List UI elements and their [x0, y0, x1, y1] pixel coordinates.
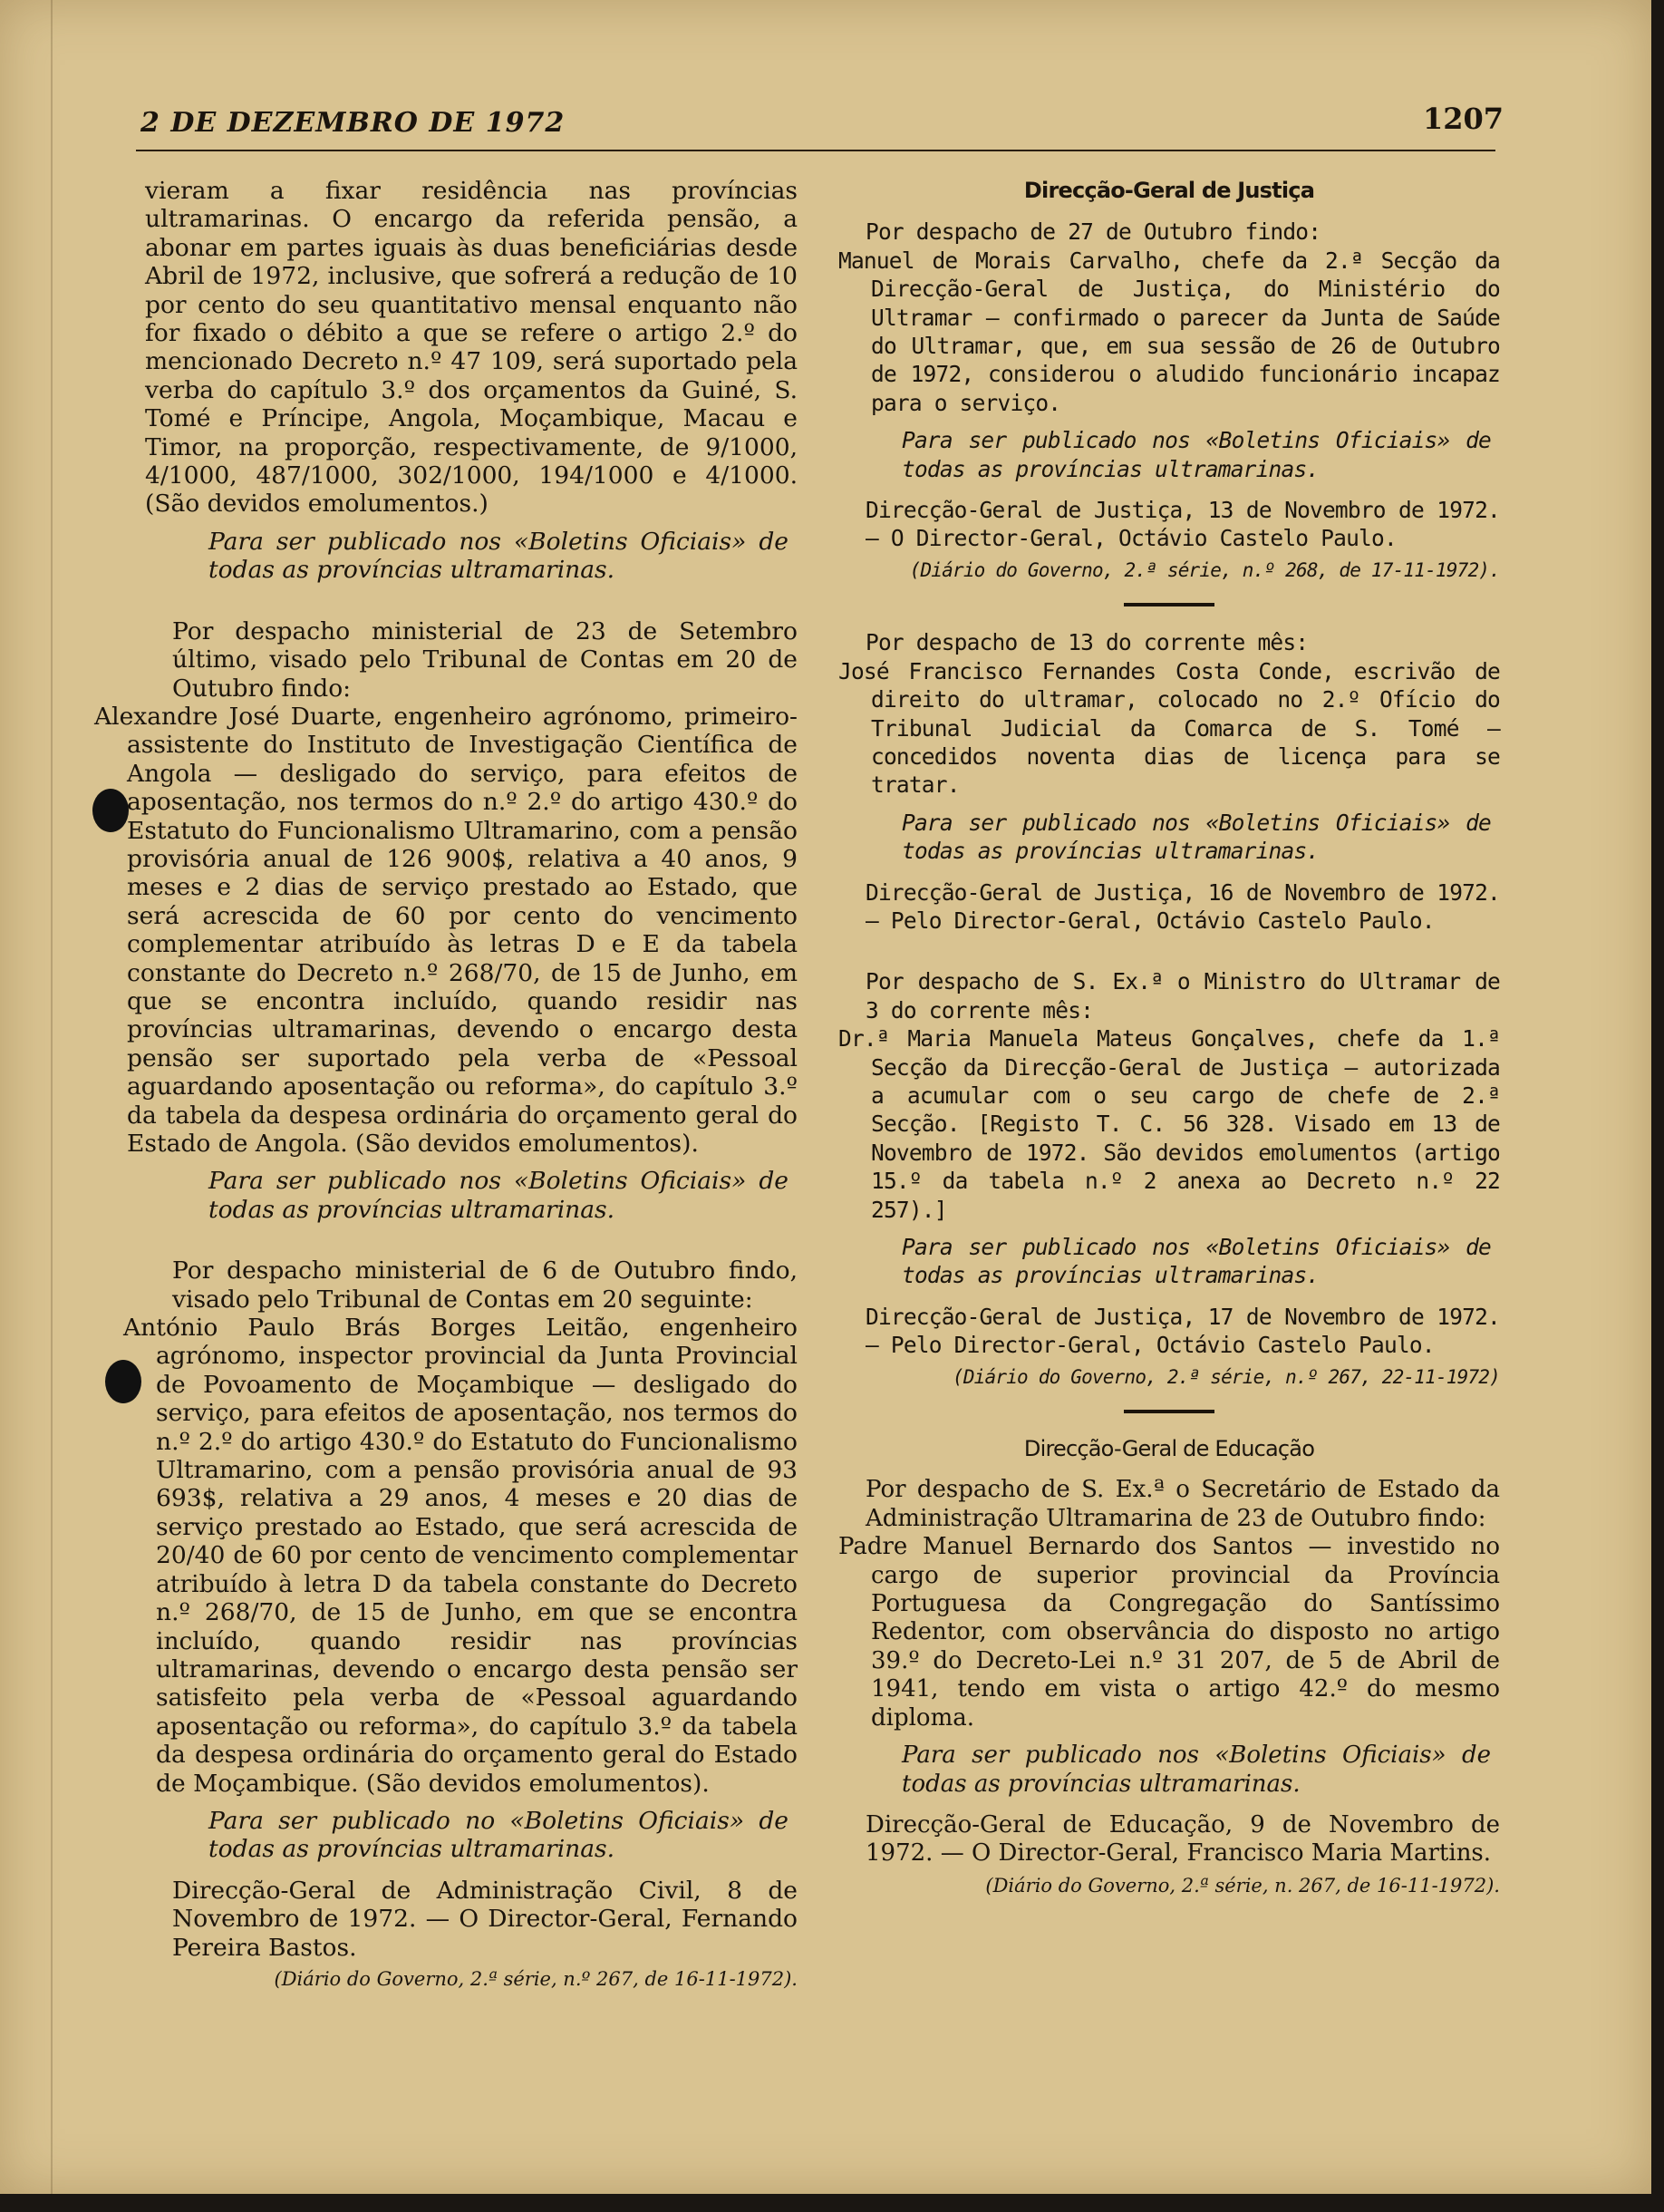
spacer — [145, 585, 798, 617]
dispatch-intro: Por despacho de S. Ex.ª o Ministro do Ultramar de 3 do corrente mês: — [866, 968, 1500, 1024]
signature: Direcção-Geral de Administração Civil, 8 de Novembro de 1972. — O Director-Geral, Fernando Pereira Bastos. — [172, 1876, 798, 1962]
publication-note: Para ser publicado nos «Boletins Oficiais» de todas as províncias ultramarinas. — [902, 1234, 1491, 1289]
dispatch-body: José Francisco Fernandes Costa Conde, escrivão de direito do ultramar, colocado no 2.º Ofício do Tribunal Judicial da Comarca de S. Tomé — concedidos noventa dias de licença para se tratar. — [838, 657, 1500, 799]
left-column — [94, 177, 798, 1994]
paragraph: vieram a fixar residência nas províncias ultramarinas. O encargo da referida pensão, a abonar em partes iguais às duas beneficiárias desde Abril de 1972, inclusive, que sofrerá a redução de 10 por cento do seu quantitativo mensal enquanto não for fixado o débito a que se refere o artigo 2.º do mencionado Decreto n.º 47 109, será suportado pela verba do capítulo 3.º dos orçamentos da Guiné, S. Tomé e Príncipe, Angola, Moçambique, Macau e Timor, na proporção, respectivamente, de 9/1000, 4/1000, 487/1000, 302/1000, 194/1000 e 4/1000. (São devidos emolumentos.) — [145, 177, 798, 519]
publication-note: Para ser publicado no «Boletins Oficiais» de todas as províncias ultramarinas. — [208, 1806, 788, 1864]
page-fold — [51, 0, 53, 2194]
dispatch-intro: Por despacho de S. Ex.ª o Secretário de Estado da Administração Ultramarina de 23 de Outubro findo: — [866, 1476, 1500, 1532]
right-column — [838, 177, 1500, 1900]
spacer — [145, 1864, 798, 1877]
signature: Direcção-Geral de Justiça, 17 de Novembro de 1972. — Pelo Director-Geral, Octávio Castelo Paulo. — [866, 1303, 1500, 1359]
signature: Direcção-Geral de Justiça, 13 de Novembro de 1972. — O Director-Geral, Octávio Castelo Paulo. — [866, 497, 1500, 552]
spacer — [838, 205, 1500, 218]
source-citation: (Diário do Governo, 2.ª série, n.º 268, de 17-11-1972). — [909, 558, 1500, 581]
spacer — [838, 866, 1500, 878]
dispatch-body: Alexandre José Duarte, engenheiro agrónomo, primeiro-assistente do Instituto de Investigação Científica de Angola — desligado do serviço, para efeitos de aposentação, nos termos do n.º 2.º do artigo 430.º do Estatuto do Funcionalismo Ultramarino, com a pensão provisória anual de 126 900$, relativa a 40 anos, 9 meses e 2 dias de serviço prestado ao Estado, que será acrescida de 60 por cento do vencimento complementar atribuído às letras D e E da tabela constante do Decreto n.º 268/70, de 15 de Junho, em que se encontra incluído, quando residir nas províncias ultramarinas, devendo o encargo desta pensão ser suportado pela verba de «Pessoal aguardando aposentação ou reforma», do capítulo 3.º da tabela da despesa ordinária do orçamento geral do Estado de Angola. (São devidos emolumentos). — [94, 702, 798, 1158]
source-citation: (Diário do Governo, 2.ª série, n.º 267, 22-11-1972) — [953, 1365, 1500, 1388]
spacer — [838, 935, 1500, 967]
dispatch-body: Manuel de Morais Carvalho, chefe da 2.ª Secção da Direcção-Geral de Justiça, do Ministério do Ultramar — confirmado o parecer da Junta de Saúde do Ultramar, que, em sua sessão de 26 de Outubro de 1972, considerou o aludido funcionário incapaz para o serviço. — [838, 247, 1500, 416]
dispatch-body: Padre Manuel Bernardo dos Santos — investido no cargo de superior provincial da Província Portuguesa da Congregação do Santíssimo Redentor, com observância do disposto no artigo 39.º do Decreto-Lei n.º 31 207, de 5 de Abril de 1941, tendo em vista o artigo 42.º do mesmo diploma. — [838, 1533, 1500, 1732]
signature: Direcção-Geral de Justiça, 16 de Novembro de 1972. — Pelo Director-Geral, Octávio Castelo Paulo. — [866, 878, 1500, 934]
spacer — [838, 483, 1500, 496]
spacer — [838, 1799, 1500, 1811]
publication-note: Para ser publicado nos «Boletins Oficiais» de todas as províncias ultramarinas. — [902, 809, 1491, 865]
publication-note: Para ser publicado nos «Boletins Oficiais» de todas as províncias ultramarinas. — [902, 1741, 1491, 1798]
section-divider — [1124, 1410, 1214, 1413]
signature: Direcção-Geral de Educação, 9 de Novembro de 1972. — O Director-Geral, Francisco Maria Martins. — [866, 1810, 1500, 1868]
dispatch-intro: Por despacho ministerial de 23 de Setembro último, visado pelo Tribunal de Contas em 20 de Outubro findo: — [172, 616, 798, 703]
dispatch-intro: Por despacho ministerial de 6 de Outubro findo, visado pelo Tribunal de Contas em 20 seguinte: — [172, 1256, 798, 1314]
section-heading: Direcção-Geral de Justiça — [1023, 178, 1315, 203]
spacer — [145, 1224, 798, 1256]
dispatch-intro: Por despacho de 27 de Outubro findo: — [866, 218, 1321, 246]
publication-note: Para ser publicado nos «Boletins Oficiais» de todas as províncias ultramarinas. — [208, 1167, 788, 1224]
publication-note: Para ser publicado nos «Boletins Oficiais» de todas as províncias ultramarinas. — [902, 427, 1491, 482]
source-citation: (Diário do Governo, 2.ª série, n.º 267, de 16-11-1972). — [274, 1967, 798, 1990]
section-divider — [1124, 603, 1214, 606]
dispatch-body: António Paulo Brás Borges Leitão, engenheiro agrónomo, inspector provincial da Junta Provincial de Povoamento de Moçambique — desligado do serviço, para efeitos de aposentação, nos termos do n.º 2.º do artigo 430.º do Estatuto do Funcionalismo Ultramarino, com a pensão provisória anual de 93 693$, relativa a 29 anos, 4 meses e 20 dias de serviço prestado ao Estado, que será acrescida de 20/40 de 60 por cento de vencimento complementar atribuído à letra D da tabela constante do Decreto n.º 268/70, de 15 de Junho, em que se encontra incluído, quando residir nas províncias ultramarinas, devendo o encargo desta pensão ser satisfeito pela verba de «Pessoal aguardando aposentação ou reforma», do capítulo 3.º da tabela da despesa ordinária do orçamento geral do Estado de Moçambique. (São devidos emolumentos). — [123, 1314, 798, 1798]
dispatch-intro: Por despacho de 13 do corrente mês: — [866, 629, 1309, 656]
spacer — [838, 1290, 1500, 1303]
section-heading: Direcção-Geral de Educação — [1023, 1436, 1315, 1462]
header-rule — [136, 150, 1495, 151]
publication-note: Para ser publicado nos «Boletins Oficiais» de todas as províncias ultramarinas. — [208, 527, 788, 585]
page-number: 1207 — [1423, 102, 1504, 136]
spacer — [838, 1463, 1500, 1476]
dispatch-body: Dr.ª Maria Manuela Mateus Gonçalves, chefe da 1.ª Secção da Direcção-Geral de Justiça — autorizada a acumular com o seu cargo de chefe de 2.ª Secção. [Registo T. C. 56 328. Visado em 13 de Novembro de 1972. São devidos emolumentos (artigo 15.º da tabela n.º 2 anexa ao Decreto n.º 22 257).] — [838, 1025, 1500, 1223]
header-date: 2 DE DEZEMBRO DE 1972 — [140, 107, 566, 139]
source-citation: (Diário do Governo, 2.ª série, n. 267, de 16-11-1972). — [985, 1874, 1500, 1897]
